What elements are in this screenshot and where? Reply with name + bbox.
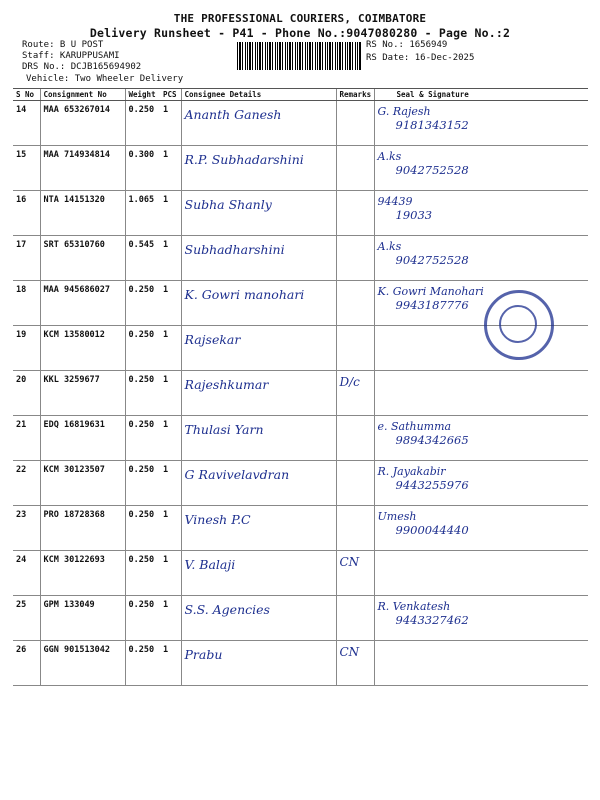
consignee-handwriting: Rajsekar xyxy=(184,332,241,347)
row-sno: 16 xyxy=(13,191,40,236)
row-consignee xyxy=(181,101,336,146)
row-sno: 20 xyxy=(13,371,40,416)
row-consignee xyxy=(181,371,336,416)
table-body xyxy=(13,101,588,686)
row-seal-signature xyxy=(374,551,588,596)
row-consignee xyxy=(181,236,336,281)
consignee-handwriting: Ananth Ganesh xyxy=(184,107,282,122)
row-consignment-no: GGN 901513042 xyxy=(40,641,125,686)
row-consignment-no: KCM 30122693 xyxy=(40,551,125,596)
row-pcs: 1 xyxy=(160,371,181,416)
row-sno: 24 xyxy=(13,551,40,596)
table-row xyxy=(13,191,588,236)
vehicle-label: Vehicle: Two Wheeler Delivery xyxy=(26,74,184,84)
staff-label: Staff: KARUPPUSAMI xyxy=(22,51,120,61)
signature-name: Umesh xyxy=(377,510,417,523)
runsheet-table xyxy=(13,88,588,686)
col-consignee: Consignee Details xyxy=(181,89,336,101)
runsheet-subtitle: Delivery Runsheet - P41 - Phone No.:9047080280 - Page No.:2 xyxy=(89,26,511,40)
row-seal-signature xyxy=(374,416,588,461)
row-remarks xyxy=(336,461,374,506)
table-header-row xyxy=(13,89,588,101)
row-seal-signature xyxy=(374,596,588,641)
table-row xyxy=(13,416,588,461)
row-remarks xyxy=(336,641,374,686)
row-remarks xyxy=(336,551,374,596)
signature-name: G. Rajesh xyxy=(377,105,431,118)
row-consignment-no: KKL 3259677 xyxy=(40,371,125,416)
row-sno: 15 xyxy=(13,146,40,191)
row-pcs: 1 xyxy=(160,146,181,191)
row-weight: 1.065 xyxy=(125,191,160,236)
row-consignee xyxy=(181,191,336,236)
row-consignee xyxy=(181,596,336,641)
consignee-handwriting: Subha Shanly xyxy=(184,197,272,212)
signature-phone: 9181343152 xyxy=(395,118,469,132)
company-title: THE PROFESSIONAL COURIERS, COIMBATORE xyxy=(173,12,427,25)
row-sno: 26 xyxy=(13,641,40,686)
table-row xyxy=(13,236,588,281)
row-seal-signature xyxy=(374,191,588,236)
row-consignment-no: PRO 18728368 xyxy=(40,506,125,551)
row-consignment-no: KCM 13580012 xyxy=(40,326,125,371)
consignee-handwriting: Prabu xyxy=(184,647,223,662)
signature-name: A.ks xyxy=(377,240,402,253)
row-pcs: 1 xyxy=(160,551,181,596)
row-sno: 25 xyxy=(13,596,40,641)
signature-phone: 9042752528 xyxy=(395,253,469,267)
col-weight: Weight xyxy=(125,89,160,101)
consignee-handwriting: Subhadharshini xyxy=(184,242,285,257)
row-weight: 0.250 xyxy=(125,551,160,596)
row-weight: 0.250 xyxy=(125,371,160,416)
signature-phone: 19033 xyxy=(395,208,433,222)
row-seal-signature xyxy=(374,326,588,371)
row-weight: 0.250 xyxy=(125,596,160,641)
signature-name: R. Venkatesh xyxy=(377,600,451,613)
row-consignment-no: NTA 14151320 xyxy=(40,191,125,236)
rs-number: RS No.: 1656949 xyxy=(366,40,448,50)
row-seal-signature xyxy=(374,236,588,281)
row-weight: 0.250 xyxy=(125,461,160,506)
consignee-handwriting: K. Gowri manohari xyxy=(184,287,305,302)
row-pcs: 1 xyxy=(160,281,181,326)
row-sno: 23 xyxy=(13,506,40,551)
row-pcs: 1 xyxy=(160,641,181,686)
row-pcs: 1 xyxy=(160,461,181,506)
row-pcs: 1 xyxy=(160,191,181,236)
row-remarks xyxy=(336,101,374,146)
row-remarks xyxy=(336,416,374,461)
row-seal-signature xyxy=(374,461,588,506)
row-weight: 0.250 xyxy=(125,101,160,146)
table-row xyxy=(13,641,588,686)
col-seal-signature: Seal & Signature xyxy=(374,89,588,101)
remarks-handwriting: CN xyxy=(339,645,360,659)
route-label: Route: B U POST xyxy=(22,40,104,50)
row-consignee xyxy=(181,326,336,371)
row-sno: 17 xyxy=(13,236,40,281)
row-consignment-no: MAA 714934814 xyxy=(40,146,125,191)
row-pcs: 1 xyxy=(160,416,181,461)
row-remarks xyxy=(336,236,374,281)
signature-phone: 9900044440 xyxy=(395,523,469,537)
row-pcs: 1 xyxy=(160,506,181,551)
row-remarks xyxy=(336,506,374,551)
drs-label: DRS No.: DCJB165694902 xyxy=(22,62,142,72)
row-remarks xyxy=(336,146,374,191)
col-remarks: Remarks xyxy=(336,89,374,101)
consignee-handwriting: S.S. Agencies xyxy=(184,602,270,617)
remarks-handwriting: D/c xyxy=(339,375,360,389)
barcode-image xyxy=(237,42,362,70)
row-consignment-no: KCM 30123507 xyxy=(40,461,125,506)
signature-phone: 9042752528 xyxy=(395,163,469,177)
row-consignment-no: MAA 945686027 xyxy=(40,281,125,326)
signature-phone: 9443255976 xyxy=(395,478,469,492)
row-seal-signature xyxy=(374,641,588,686)
row-weight: 0.250 xyxy=(125,641,160,686)
row-consignee xyxy=(181,506,336,551)
rs-date: RS Date: 16-Dec-2025 xyxy=(366,53,475,63)
table-row xyxy=(13,461,588,506)
row-sno: 22 xyxy=(13,461,40,506)
row-consignee xyxy=(181,146,336,191)
consignee-handwriting: V. Balaji xyxy=(184,557,236,572)
row-remarks xyxy=(336,191,374,236)
consignee-handwriting: Rajeshkumar xyxy=(184,377,269,392)
row-consignment-no: GPM 133049 xyxy=(40,596,125,641)
table-row xyxy=(13,146,588,191)
row-weight: 0.545 xyxy=(125,236,160,281)
seal-stamp xyxy=(484,290,554,360)
row-seal-signature xyxy=(374,101,588,146)
signature-name: 94439 xyxy=(377,195,413,208)
row-sno: 21 xyxy=(13,416,40,461)
row-weight: 0.250 xyxy=(125,326,160,371)
row-consignee xyxy=(181,461,336,506)
row-pcs: 1 xyxy=(160,326,181,371)
row-seal-signature xyxy=(374,506,588,551)
row-sno: 18 xyxy=(13,281,40,326)
row-consignee xyxy=(181,551,336,596)
consignee-handwriting: G Ravivelavdran xyxy=(184,467,290,482)
row-weight: 0.250 xyxy=(125,506,160,551)
signature-name: K. Gowri Manohari xyxy=(377,285,484,298)
signature-name: A.ks xyxy=(377,150,402,163)
remarks-handwriting: CN xyxy=(339,555,360,569)
table-row xyxy=(13,596,588,641)
row-consignment-no: SRT 65310760 xyxy=(40,236,125,281)
row-consignee xyxy=(181,641,336,686)
signature-phone: 9443327462 xyxy=(395,613,469,627)
col-consignment: Consignment No xyxy=(40,89,125,101)
row-consignee xyxy=(181,416,336,461)
row-remarks xyxy=(336,326,374,371)
col-sno: S No xyxy=(13,89,40,101)
consignee-handwriting: Thulasi Yarn xyxy=(184,422,264,437)
row-seal-signature xyxy=(374,281,588,326)
row-pcs: 1 xyxy=(160,101,181,146)
signature-phone: 9943187776 xyxy=(395,298,469,312)
signature-name: e. Sathumma xyxy=(377,420,452,433)
table-row xyxy=(13,101,588,146)
row-pcs: 1 xyxy=(160,596,181,641)
table-row xyxy=(13,506,588,551)
row-seal-signature xyxy=(374,371,588,416)
row-remarks xyxy=(336,281,374,326)
row-seal-signature xyxy=(374,146,588,191)
row-sno: 14 xyxy=(13,101,40,146)
table-row xyxy=(13,551,588,596)
table-row xyxy=(13,371,588,416)
row-weight: 0.250 xyxy=(125,416,160,461)
signature-name: R. Jayakabir xyxy=(377,465,446,478)
row-remarks xyxy=(336,371,374,416)
row-consignee xyxy=(181,281,336,326)
row-consignment-no: EDQ 16819631 xyxy=(40,416,125,461)
row-weight: 0.250 xyxy=(125,281,160,326)
row-sno: 19 xyxy=(13,326,40,371)
row-remarks xyxy=(336,596,374,641)
col-pcs: PCS xyxy=(160,89,181,101)
signature-phone: 9894342665 xyxy=(395,433,469,447)
consignee-handwriting: Vinesh P.C xyxy=(184,512,251,527)
row-pcs: 1 xyxy=(160,236,181,281)
row-weight: 0.300 xyxy=(125,146,160,191)
row-consignment-no: MAA 653267014 xyxy=(40,101,125,146)
consignee-handwriting: R.P. Subhadarshini xyxy=(184,152,304,167)
